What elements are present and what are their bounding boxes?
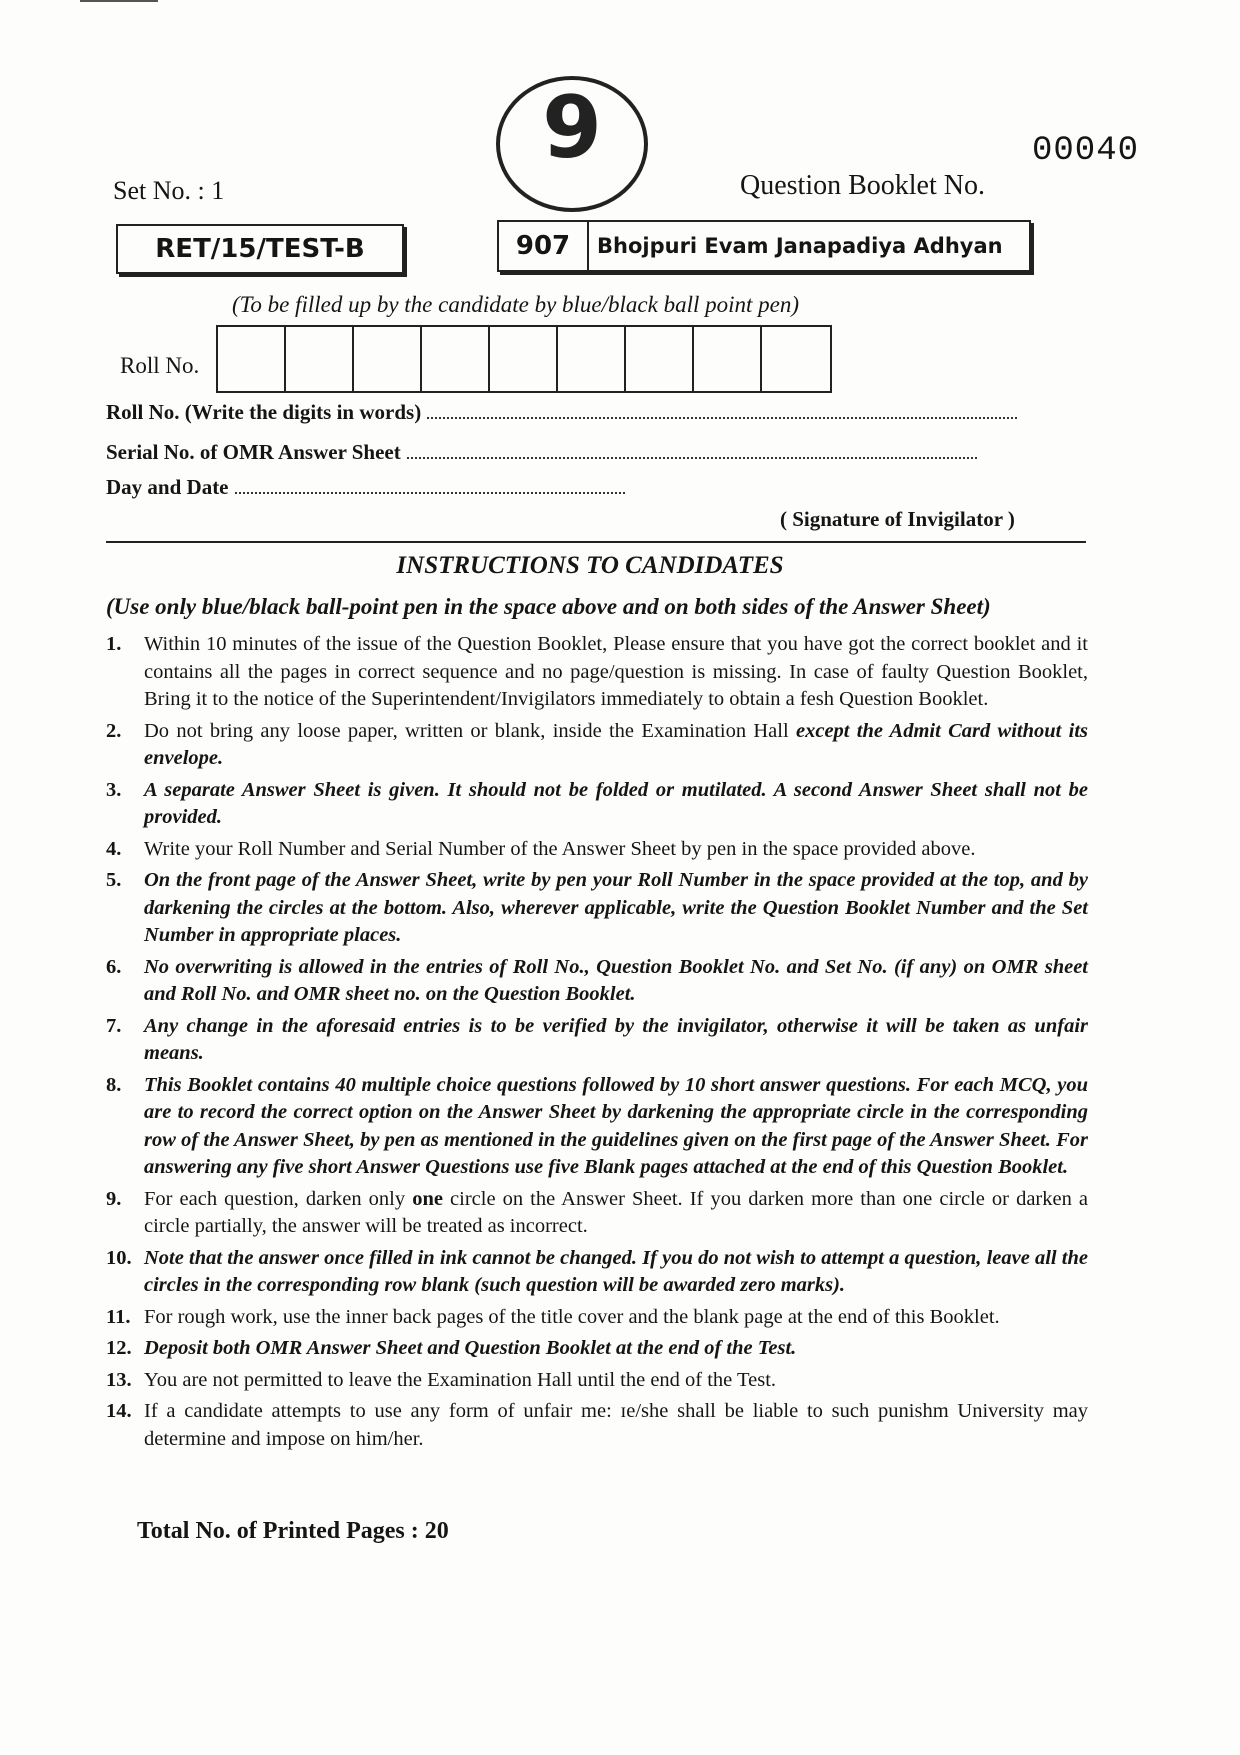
question-booklet-label: Question Booklet No. <box>740 170 985 201</box>
roll-digit-box[interactable] <box>286 327 354 391</box>
instructions-list <box>106 631 1088 1457</box>
question-booklet-number: 00040 <box>1032 132 1140 170</box>
roll-no-label: Roll No. <box>120 353 200 378</box>
total-printed-pages: Total No. of Printed Pages : 20 <box>137 1518 449 1544</box>
instruction-item: 10. Note that the answer once filled in ink cannot be changed. If you do not wish to attempt a question, leave all the circles in the corresponding row blank (such question will be awarded zero marks). <box>106 1246 1088 1296</box>
test-code-box <box>116 224 404 274</box>
instruction-item: 8. This Booklet contains 40 multiple choice questions followed by 10 short answer questions. For each MCQ, you are to record the correct option on the Answer Sheet by darkening the appropriate circle in the corresponding row of the Answer Sheet, by pen as mentioned in the guidelines given on the first page of the Answer Sheet. For answering any five short Answer Questions use five Blank pages attached at the end of this Question Booklet. <box>106 1073 1088 1178</box>
roll-in-words-field[interactable] <box>106 400 1017 425</box>
day-date-field[interactable] <box>106 475 625 500</box>
instruction-item: 1. Within 10 minutes of the issue of the Question Booklet, Please ensure that you have got the correct booklet and it contains all the pages in correct sequence and no page/question is missing. In case of faulty Question Booklet, Bring it to the notice of the Superintendent/Invigilators immediately to obtain a fesh Question Booklet. <box>106 633 1088 710</box>
instruction-item: 11. For rough work, use the inner back pages of the title cover and the blank page at the end of this Booklet. <box>106 1305 1000 1328</box>
roll-no-boxes[interactable] <box>216 325 832 393</box>
roll-digit-box[interactable] <box>626 327 694 391</box>
handwritten-number: 9 <box>542 78 602 178</box>
test-code: RET/15/TEST-B <box>155 234 365 264</box>
roll-digit-box[interactable] <box>422 327 490 391</box>
roll-digit-box[interactable] <box>354 327 422 391</box>
subject-name: Bhojpuri Evam Janapadiya Adhyan <box>597 234 1003 258</box>
roll-digit-box[interactable] <box>218 327 286 391</box>
instruction-item: 5. On the front page of the Answer Sheet, write by pen your Roll Number in the space provided at the top, and by darkening the circles at the bottom. Also, wherever applicable, write the Question Booklet Number and the Set Number in appropriate places. <box>106 869 1088 946</box>
instructions-subtitle: (Use only blue/black ball-point pen in the space above and on both sides of the Answer Sheet) <box>106 594 991 619</box>
set-number: Set No. : 1 <box>113 176 225 205</box>
instruction-item: 6. No overwriting is allowed in the entries of Roll No., Question Booklet No. and Set No. (if any) on OMR sheet and Roll No. and OMR sheet no. on the Question Booklet. <box>106 955 1088 1005</box>
dotted-line <box>427 403 1017 419</box>
invigilator-signature-label: ( Signature of Invigilator ) <box>780 507 1015 531</box>
roll-digit-box[interactable] <box>762 327 830 391</box>
instruction-item: 14. If a candidate attempts to use any form of unfair me: ɪe/she shall be liable to such punishm University may determine and impose on him/her. <box>106 1400 1088 1450</box>
instruction-item: 2. Do not bring any loose paper, written or blank, inside the Examination Hall except the Admit Card without its envelope. <box>106 719 1089 769</box>
omr-serial-field[interactable] <box>106 440 977 465</box>
subject-box <box>497 220 1031 272</box>
roll-in-words-label: Roll No. (Write the digits in words) <box>106 400 422 424</box>
subject-code: 907 <box>499 222 589 270</box>
instruction-item: 9. For each question, darken only one circle on the Answer Sheet. If you darken more than one circle or darken a circle partially, the answer will be treated as incorrect. <box>106 1187 1089 1237</box>
roll-digit-box[interactable] <box>558 327 626 391</box>
instruction-item: 4. Write your Roll Number and Serial Number of the Answer Sheet by pen in the space provided above. <box>106 837 976 860</box>
instructions-title: INSTRUCTIONS TO CANDIDATES <box>396 552 784 579</box>
roll-digit-box[interactable] <box>694 327 762 391</box>
instruction-item: 7. Any change in the aforesaid entries is to be verified by the invigilator, otherwise it will be taken as unfair means. <box>106 1014 1088 1064</box>
roll-digit-box[interactable] <box>490 327 558 391</box>
scan-mark <box>80 0 158 2</box>
dotted-line <box>235 478 625 494</box>
day-date-label: Day and Date <box>106 475 229 499</box>
fill-note: (To be filled up by the candidate by blue/black ball point pen) <box>232 292 800 317</box>
instruction-item: 3. A separate Answer Sheet is given. It should not be folded or mutilated. A second Answer Sheet shall not be provided. <box>106 778 1088 828</box>
instruction-item: 13. You are not permitted to leave the Examination Hall until the end of the Test. <box>106 1368 777 1391</box>
dotted-line <box>407 443 977 459</box>
instruction-item: 12. Deposit both OMR Answer Sheet and Question Booklet at the end of the Test. <box>106 1337 797 1359</box>
omr-serial-label: Serial No. of OMR Answer Sheet <box>106 440 401 464</box>
divider <box>106 541 1086 543</box>
